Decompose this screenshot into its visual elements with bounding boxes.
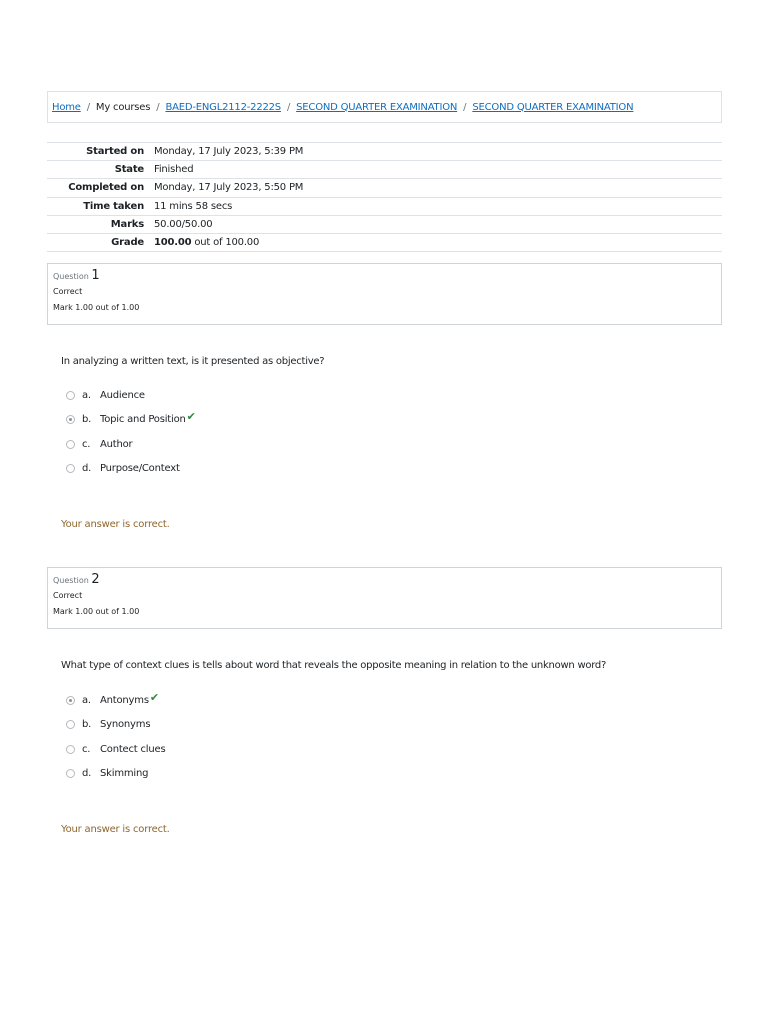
summary-row-completed-on — [47, 179, 722, 197]
radio-button[interactable] — [66, 745, 75, 754]
breadcrumb-home-link[interactable]: Home — [52, 101, 81, 113]
option-label: Audience — [100, 389, 145, 401]
summary-row-marks — [47, 215, 722, 233]
answer-option-c[interactable] — [66, 432, 196, 457]
question-state: Correct — [53, 287, 83, 296]
option-letter: b. — [82, 719, 92, 731]
breadcrumb-course-link[interactable]: BAED-ENGL2112-2222S — [165, 101, 281, 113]
option-letter: c. — [82, 743, 91, 755]
question-1-info — [47, 263, 722, 325]
radio-button-selected[interactable] — [66, 415, 75, 424]
summary-label: Marks — [110, 218, 144, 230]
breadcrumb-separator: / — [286, 101, 291, 113]
breadcrumb-quiz-link[interactable]: SECOND QUARTER EXAMINATION — [472, 101, 634, 113]
question-2-feedback: Your answer is correct. — [61, 824, 170, 835]
breadcrumb-section-link[interactable]: SECOND QUARTER EXAMINATION — [296, 101, 458, 113]
breadcrumb — [47, 91, 722, 123]
summary-value: Monday, 17 July 2023, 5:39 PM — [154, 146, 304, 158]
breadcrumb-separator: / — [463, 101, 467, 113]
summary-value: 50.00/50.00 — [154, 218, 213, 230]
breadcrumb-my-courses: My courses — [95, 101, 151, 113]
option-letter: d. — [82, 768, 92, 780]
summary-label: Completed on — [68, 182, 144, 194]
question-2-text: What type of context clues is tells about word that reveals the opposite meaning in relation to the unknown word? — [61, 660, 607, 671]
question-1-feedback: Your answer is correct. — [61, 519, 170, 530]
question-mark: Mark 1.00 out of 1.00 — [53, 303, 140, 312]
question-number: Question 1 — [53, 268, 100, 283]
question-1-answers — [66, 383, 196, 481]
summary-row-time-taken — [47, 197, 722, 215]
option-letter: b. — [82, 414, 92, 426]
correct-check-icon: ✔ — [149, 690, 159, 704]
radio-button[interactable] — [66, 720, 75, 729]
option-letter: a. — [82, 694, 91, 706]
breadcrumb-separator: / — [156, 101, 160, 113]
answer-option-a[interactable] — [66, 383, 196, 408]
summary-row-state — [47, 161, 722, 179]
question-2-info — [47, 567, 722, 629]
summary-label: Grade — [111, 237, 144, 249]
summary-label: Time taken — [83, 200, 144, 212]
grade-score: 100.00 — [154, 237, 192, 249]
answer-option-b[interactable] — [66, 713, 166, 738]
option-label: Skimming — [100, 768, 149, 780]
question-state: Correct — [53, 591, 83, 600]
option-label: Contect clues — [100, 743, 166, 755]
option-label: Purpose/Context — [100, 463, 180, 475]
radio-button[interactable] — [66, 464, 75, 473]
radio-button-selected[interactable] — [66, 696, 75, 705]
answer-option-d[interactable] — [66, 762, 166, 787]
answer-option-b[interactable] — [66, 408, 196, 433]
answer-option-d[interactable] — [66, 457, 196, 482]
summary-label: Started on — [86, 146, 144, 158]
question-number: Question 2 — [53, 572, 100, 587]
radio-button[interactable] — [66, 440, 75, 449]
correct-check-icon: ✔ — [186, 410, 196, 424]
option-label: Topic and Position — [100, 414, 186, 426]
answer-option-c[interactable] — [66, 737, 166, 762]
attempt-summary-table — [47, 142, 722, 252]
summary-value: Finished — [154, 164, 194, 176]
answer-option-a[interactable] — [66, 688, 166, 713]
summary-row-started-on — [47, 143, 722, 161]
summary-row-grade — [47, 233, 722, 251]
option-label: Author — [100, 438, 133, 450]
summary-value: Monday, 17 July 2023, 5:50 PM — [154, 182, 304, 194]
question-2-answers — [66, 688, 166, 786]
option-label: Antonyms — [100, 694, 149, 706]
option-letter: a. — [82, 389, 91, 401]
option-letter: d. — [82, 463, 92, 475]
radio-button[interactable] — [66, 769, 75, 778]
question-mark: Mark 1.00 out of 1.00 — [53, 607, 140, 616]
question-1-text: In analyzing a written text, is it presented as objective? — [61, 356, 325, 367]
grade-out-of: out of 100.00 — [191, 237, 260, 249]
summary-value: 11 mins 58 secs — [154, 200, 233, 212]
breadcrumb-separator: / — [86, 101, 90, 113]
summary-value — [150, 233, 722, 251]
radio-button[interactable] — [66, 391, 75, 400]
option-label: Synonyms — [100, 719, 151, 731]
summary-label: State — [114, 164, 144, 176]
option-letter: c. — [82, 438, 91, 450]
